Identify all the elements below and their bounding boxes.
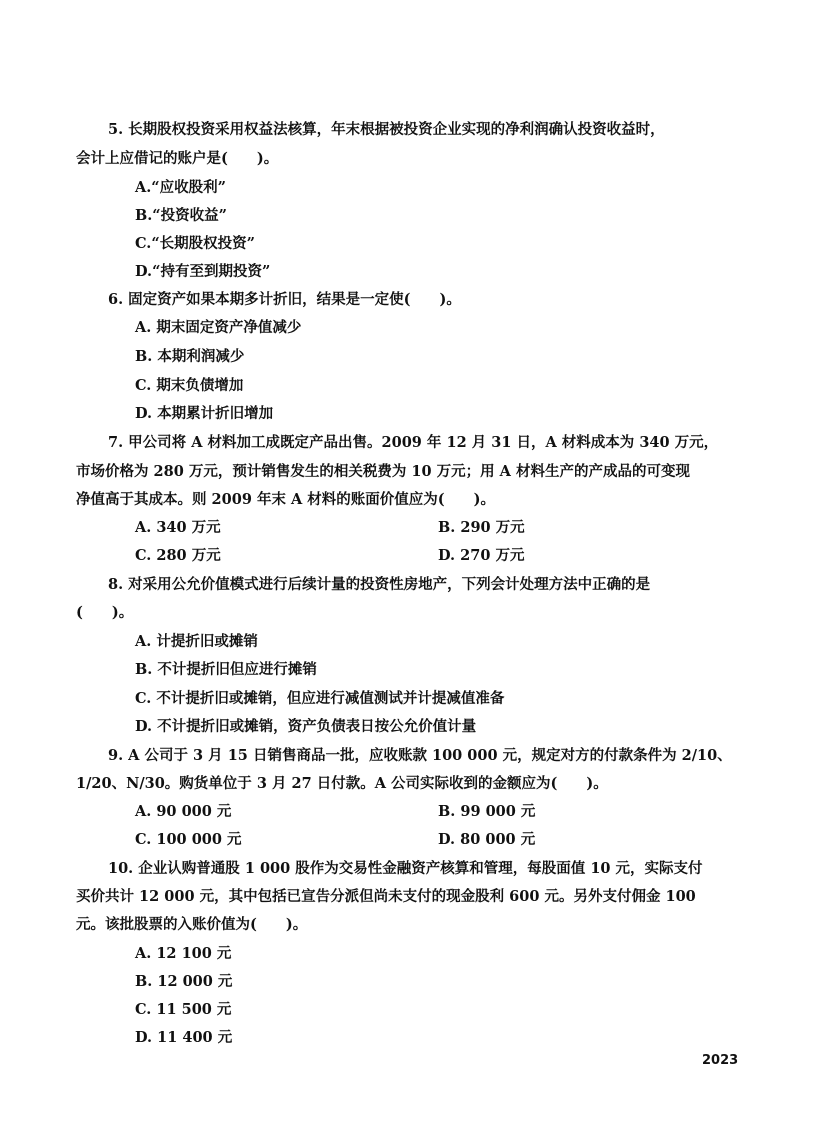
page-number: 2023	[702, 1053, 739, 1068]
q7-option-a: A. 340 万元	[135, 519, 221, 536]
q10-option-a: A. 12 100 元	[135, 945, 232, 962]
q8-option-c: C. 不计提折旧或摊销，但应进行减值测试并计提减值准备	[135, 690, 505, 707]
q10-stem-line1: 10. 企业认购普通股 1 000 股作为交易性金融资产核算和管理，每股面值 10 元，实际支付	[108, 860, 703, 877]
q9-option-a: A. 90 000 元	[135, 803, 232, 820]
q7-stem-line3: 净值高于其成本。则 2009 年末 A 材料的账面价值应为( )。	[76, 491, 496, 508]
q9-option-b: B. 99 000 元	[438, 803, 536, 820]
q8-option-b: B. 不计提折旧但应进行摊销	[135, 661, 317, 678]
q8-option-d: D. 不计提折旧或摊销，资产负债表日按公允价值计量	[135, 718, 477, 735]
q6-option-a: A. 期末固定资产净值减少	[135, 319, 302, 336]
q6-option-d: D. 本期累计折旧增加	[135, 405, 274, 422]
q7-stem-line1: 7. 甲公司将 A 材料加工成既定产品出售。2009 年 12 月 31 日，A 材料成本为 340 万元，	[108, 434, 719, 451]
q7-option-b: B. 290 万元	[438, 519, 525, 536]
q6-option-b: B. 本期利润减少	[135, 348, 245, 365]
q5-option-c: C.“长期股权投资”	[135, 235, 256, 252]
q9-option-c: C. 100 000 元	[135, 831, 242, 848]
q8-option-a: A. 计提折旧或摊销	[135, 633, 258, 650]
q5-stem-line1: 5. 长期股权投资采用权益法核算，年末根据被投资企业实现的净利润确认投资收益时，	[108, 121, 665, 138]
q5-option-b: B.“投资收益”	[135, 207, 227, 224]
q9-option-d: D. 80 000 元	[438, 831, 536, 848]
q8-stem-line2: ( )。	[76, 604, 134, 621]
q5-option-d: D.“持有至到期投资”	[135, 263, 271, 280]
q10-stem-line2: 买价共计 12 000 元，其中包括已宣告分派但尚未支付的现金股利 600 元。另外支付佣金 100	[76, 888, 696, 905]
q10-stem-line3: 元。该批股票的入账价值为( )。	[76, 916, 308, 933]
q7-option-c: C. 280 万元	[135, 547, 221, 564]
q6-option-c: C. 期末负债增加	[135, 377, 244, 394]
q5-stem-line2: 会计上应借记的账户是( )。	[76, 150, 279, 167]
q9-stem-line2: 1/20、N/30。购货单位于 3 月 27 日付款。A 公司实际收到的金额应为( )。	[76, 775, 608, 792]
q9-stem-line1: 9. A 公司于 3 月 15 日销售商品一批，应收账款 100 000 元，规定对方的付款条件为 2/10、	[108, 747, 732, 764]
q5-option-a: A.“应收股利”	[135, 179, 226, 196]
q10-option-b: B. 12 000 元	[135, 973, 233, 990]
q10-option-d: D. 11 400 元	[135, 1029, 233, 1046]
q7-option-d: D. 270 万元	[438, 547, 525, 564]
q7-stem-line2: 市场价格为 280 万元，预计销售发生的相关税费为 10 万元；用 A 材料生产的产成品的可变现	[76, 463, 690, 480]
q8-stem-line1: 8. 对采用公允价值模式进行后续计量的投资性房地产，下列会计处理方法中正确的是	[108, 576, 651, 593]
q10-option-c: C. 11 500 元	[135, 1001, 232, 1018]
q6-stem-line1: 6. 固定资产如果本期多计折旧，结果是一定使( )。	[108, 291, 461, 308]
